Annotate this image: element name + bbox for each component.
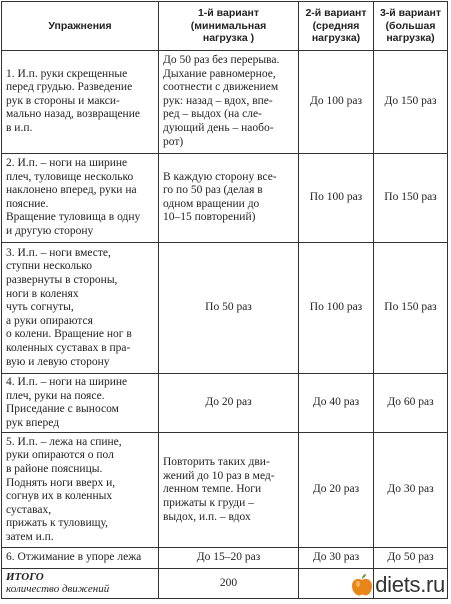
table-header-row xyxy=(2,2,448,51)
variant-1-cell: По 50 раз xyxy=(159,242,299,374)
apple-icon xyxy=(351,573,373,597)
column-header-variant-1: 1-й вариант (минимальная нагрузка ) xyxy=(159,2,299,51)
table-row xyxy=(2,374,448,433)
variant-1-cell: До 20 раз xyxy=(159,374,299,433)
variant-2-cell: По 100 раз xyxy=(299,242,374,374)
exercise-table xyxy=(1,1,448,599)
variant-3-cell: До 30 раз xyxy=(374,433,448,548)
exercise-cell: 1. И.п. руки скрещенные перед грудью. Разведение рук в стороны и макси- мально назад, возвращение в и.п. xyxy=(2,50,159,153)
total-label-cell xyxy=(2,568,159,598)
variant-1-cell: До 50 раз без перерыва. Дыхание равномерное, соотнести с движением рук: назад – вдох, впе- ред – выдох (на сле- дующий день – наобо- рот) xyxy=(159,50,299,153)
exercise-cell: 5. И.п. – лежа на спине, руки опираются о пол в районе поясницы. Поднять ноги вверх и, согнув их в коленных суставах, прижать к туловищу, затем и.п. xyxy=(2,433,159,548)
variant-1-cell: В каждую сторону все- го по 50 раз (делая в одном вращении до 10–15 повторений) xyxy=(159,153,299,242)
variant-3-cell: До 60 раз xyxy=(374,374,448,433)
total-value-cell: 200 xyxy=(159,568,299,598)
variant-3-cell: До 50 раз xyxy=(374,548,448,568)
variant-2-cell: По 100 раз xyxy=(299,153,374,242)
table-row xyxy=(2,433,448,548)
variant-3-cell: До 150 раз xyxy=(374,50,448,153)
total-sublabel: количество движений xyxy=(6,583,110,596)
variant-2-cell: До 100 раз xyxy=(299,50,374,153)
variant-1-cell: Повторить таких дви- жений до 10 раз в мед- ленном темпе. Ноги прижаты к груди – выдох, и.п. – вдох xyxy=(159,433,299,548)
exercise-cell: 6. Отжимание в упоре лежа xyxy=(2,548,159,568)
exercise-cell: 3. И.п. – ноги вместе, ступни несколько развернуты в стороны, ноги в коленях чуть согнуты, а руки опираются о колени. Вращение ног в коленных суставах в пра- вую и левую сторону xyxy=(2,242,159,374)
variant-2-cell: До 20 раз xyxy=(299,433,374,548)
table-row xyxy=(2,242,448,374)
table-row xyxy=(2,50,448,153)
watermark-logo xyxy=(351,572,445,598)
table-row xyxy=(2,548,448,568)
exercise-cell: 4. И.п. – ноги на ширине плеч, руки на поясе. Приседание с выносом рук вперед xyxy=(2,374,159,433)
variant-2-cell: До 30 раз xyxy=(299,548,374,568)
column-header-variant-3: 3-й вариант (большая нагрузка) xyxy=(374,2,448,51)
column-header-variant-2: 2-й вариант (средняя нагрузка) xyxy=(299,2,374,51)
column-header-exercises: Упражнения xyxy=(2,2,159,51)
exercise-cell: 2. И.п. – ноги на ширине плеч, туловище несколько наклонено вперед, руки на поясние. Вращение туловища в одну и другую сторону xyxy=(2,153,159,242)
variant-1-cell: До 15–20 раз xyxy=(159,548,299,568)
variant-2-cell: До 40 раз xyxy=(299,374,374,433)
table-row xyxy=(2,153,448,242)
watermark-text: diets.ru xyxy=(375,572,445,597)
variant-3-cell: По 150 раз xyxy=(374,153,448,242)
variant-3-cell: По 150 раз xyxy=(374,242,448,374)
total-label: ИТОГО xyxy=(6,570,44,583)
